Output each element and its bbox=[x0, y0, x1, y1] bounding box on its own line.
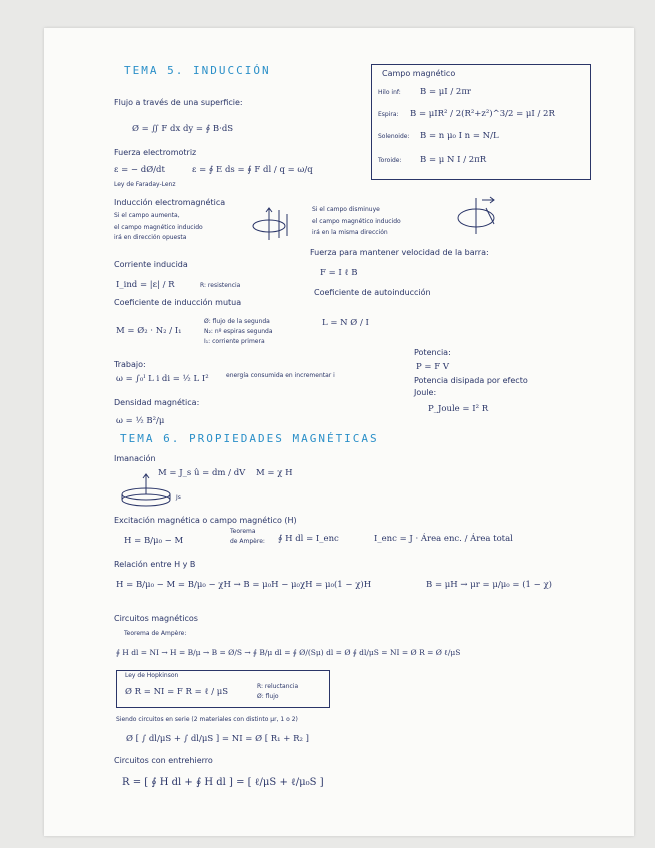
loop-field-opposite-icon bbox=[249, 206, 293, 242]
magnetization-equation-2: M = χ H bbox=[256, 468, 293, 478]
field-row-equation: B = μI / 2πr bbox=[420, 87, 471, 97]
case1-line2: el campo magnético inducido bbox=[114, 224, 203, 231]
case2-line1: Si el campo disminuye bbox=[312, 206, 380, 213]
relation-label: Relación entre H y B bbox=[114, 560, 196, 569]
work-label: Trabajo: bbox=[114, 360, 146, 369]
density-label: Densidad magnética: bbox=[114, 398, 200, 407]
excitation-label: Excitación magnética o campo magnético (H) bbox=[114, 516, 297, 525]
case2-line2: el campo magnético inducido bbox=[312, 218, 401, 225]
force-equation: F = I ℓ B bbox=[320, 268, 358, 278]
work-equation: ω = ∫₀ᴵ L i di = ½ L I² bbox=[116, 374, 209, 384]
current-label: Corriente inducida bbox=[114, 260, 188, 269]
emf-equation-1: ε = − dØ/dt bbox=[114, 165, 165, 175]
emf-label: Fuerza electromotriz bbox=[114, 148, 197, 157]
circuits-label: Circuitos magnéticos bbox=[114, 614, 198, 623]
hopkinson-note-2: Ø: flujo bbox=[257, 693, 279, 700]
series-label: Siendo circuitos en serie (2 materiales con distinto μr, 1 o 2) bbox=[116, 716, 298, 723]
mutual-equation: M = Ø₂ · N₂ / I₁ bbox=[116, 326, 182, 336]
mutual-note-1: Ø: flujo de la segunda bbox=[204, 318, 270, 325]
section6-title: TEMA 6. PROPIEDADES MAGNÉTICAS bbox=[120, 432, 379, 445]
power-equation: P = F V bbox=[416, 362, 449, 372]
power-label: Potencia: bbox=[414, 348, 451, 357]
emf-equation-2: ε = ∮ E ds = ∮ F dl / q = ω/q bbox=[192, 165, 313, 175]
ampere-theorem-label: Teorema de Ampère: bbox=[124, 630, 187, 637]
case1-line1: Si el campo aumenta, bbox=[114, 212, 180, 219]
section5-title: TEMA 5. INDUCCIÓN bbox=[124, 64, 271, 77]
work-note: energía consumida en incrementar i bbox=[226, 372, 335, 379]
ampere-equation: ∮ H dl = I_enc bbox=[278, 534, 339, 544]
joule-label-2: Joule: bbox=[414, 388, 437, 397]
circuit-equation: ∮ H dl = NI → H = B/μ → B = Ø/S → ∮ B/μ dl = ∮ Ø/(Sμ) dl = Ø ∮ dl/μS = NI = Ø R = Ø ℓ/μS bbox=[116, 648, 461, 657]
current-equation: I_ind = |ε| / R bbox=[116, 280, 175, 290]
ampere-label-2: de Ampère: bbox=[230, 538, 265, 545]
air-gap-label: Circuitos con entrehierro bbox=[114, 756, 213, 765]
case1-line3: irá en dirección opuesta bbox=[114, 234, 187, 241]
js-label: Js bbox=[176, 494, 181, 501]
field-row-equation: B = μIR² / 2(R²+z²)^3/2 = μI / 2R bbox=[410, 109, 555, 119]
air-gap-equation: R = [ ∮ H dl + ∮ H dl ] = [ ℓ/μS + ℓ/μ₀S ] bbox=[122, 777, 324, 788]
field-box-title: Campo magnético bbox=[382, 69, 456, 78]
magnetization-equation: M = J_s û = dm / dV bbox=[158, 468, 246, 478]
field-row-label: Espira: bbox=[378, 111, 399, 118]
induction-label: Inducción electromagnética bbox=[114, 198, 226, 207]
field-row-equation: B = n μ₀ I n = N/L bbox=[420, 131, 499, 141]
density-equation: ω = ½ B²/μ bbox=[116, 416, 165, 426]
excitation-equation: H = B/μ₀ − M bbox=[124, 536, 184, 546]
loop-field-same-icon bbox=[454, 196, 504, 236]
field-row-label: Hilo inf: bbox=[378, 89, 401, 96]
hopkinson-label: Ley de Hopkinson bbox=[125, 672, 179, 679]
series-equation: Ø [ ∫ dl/μS + ∫ dl/μS ] = NI = Ø [ R₁ + R₂ ] bbox=[126, 734, 309, 744]
hopkinson-equation: Ø R = NI = F R = ℓ / μS bbox=[125, 687, 229, 697]
self-induction-equation: L = N Ø / I bbox=[322, 318, 369, 328]
mutual-label: Coeficiente de inducción mutua bbox=[114, 298, 242, 307]
relation-equation-2: B = μH → μr = μ/μ₀ = (1 − χ) bbox=[426, 580, 552, 590]
hopkinson-box bbox=[116, 670, 330, 708]
ienc-equation: I_enc = J · Área enc. / Área total bbox=[374, 534, 513, 544]
case2-line3: irá en la misma dirección bbox=[312, 229, 388, 236]
magnetized-cylinder-icon bbox=[118, 468, 178, 512]
self-induction-label: Coeficiente de autoinducción bbox=[314, 288, 431, 297]
joule-label-1: Potencia disipada por efecto bbox=[414, 376, 528, 385]
magnetization-label: Imanación bbox=[114, 454, 156, 463]
force-label: Fuerza para mantener velocidad de la barra: bbox=[310, 248, 489, 257]
field-row-equation: B = μ N I / 2πR bbox=[420, 155, 487, 165]
relation-equation: H = B/μ₀ − M = B/μ₀ − χH → B = μ₀H − μ₀χH = μ₀(1 − χ)H bbox=[116, 580, 372, 590]
notes-page bbox=[44, 28, 634, 836]
current-note: R: resistencia bbox=[200, 282, 241, 289]
field-row-label: Toroide: bbox=[378, 157, 402, 164]
hopkinson-note-1: R: reluctancia bbox=[257, 683, 299, 690]
lenz-note: Ley de Faraday-Lenz bbox=[114, 181, 176, 188]
ampere-label-1: Teorema bbox=[230, 528, 256, 535]
field-row-label: Solenoide: bbox=[378, 133, 410, 140]
mutual-note-2: N₂: nº espiras segunda bbox=[204, 328, 273, 335]
magnetic-field-box bbox=[371, 64, 591, 180]
flux-label: Flujo a través de una superficie: bbox=[114, 98, 243, 107]
flux-equation: Ø = ∬ F dx dy = ∮ B·dS bbox=[132, 124, 234, 134]
joule-equation: P_Joule = I² R bbox=[428, 404, 489, 414]
mutual-note-3: I₁: corriente primera bbox=[204, 338, 265, 345]
